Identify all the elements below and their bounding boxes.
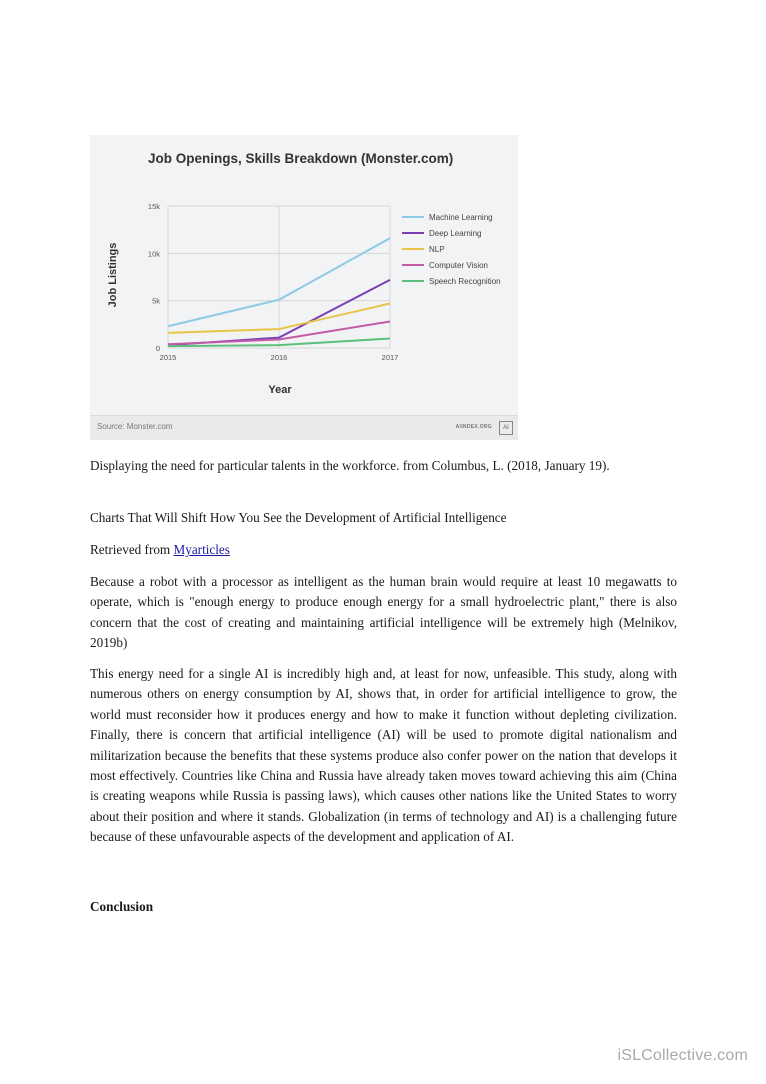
figure-caption: Displaying the need for particular talents in the workforce. from Columbus, L. (2018, January 19). [90, 458, 610, 473]
legend-label: Deep Learning [429, 229, 482, 238]
figure-footer [90, 415, 518, 440]
x-tick-label: 2016 [270, 353, 288, 362]
chart-title: Job Openings, Skills Breakdown (Monster.com) [148, 151, 454, 166]
legend-label: Machine Learning [429, 213, 493, 222]
retrieved-prefix: Retrieved from [90, 542, 174, 557]
legend [402, 213, 501, 286]
chart-figure [90, 135, 518, 440]
brand-logo-icon: AI [499, 421, 513, 435]
legend-label: Speech Recognition [429, 277, 501, 286]
y-tick-label: 15k [147, 202, 160, 211]
paragraph-1: Because a robot with a processor as intelligent as the human brain would require at least 10 megawatts to operate, which is "enough energy to produce enough energy for a small hydroelectric plant," there is also concern that the cost of creating and maintaining artificial intelligence will be extremely high (Melnikov, 2019b) [90, 574, 677, 651]
x-axis-label: Year [268, 384, 292, 396]
chart-source: Source: Monster.com [97, 422, 173, 431]
legend-label: NLP [429, 245, 445, 254]
y-tick-label: 0 [155, 344, 160, 353]
y-tick-label: 5k [152, 296, 160, 306]
article-title: Charts That Will Shift How You See the Development of Artificial Intelligence [90, 510, 507, 525]
paragraph-2: This energy need for a single AI is incredibly high and, at least for now, unfeasible. This study, along with numerous others on energy consumption by AI, shows that, in order for artificial intelligence to grow, the world must reconsider how it produces energy and how to make it function without depleting civilization. Finally, there is concern that artificial intelligence (AI) will be used to promote digital nationalism and militarization because the benefits that these systems produce also confer power on the nation that develops it most effectively. Countries like China and Russia have already taken moves toward achieving this aim (China is creating weapons while Russia is passing laws), which causes other nations like the United States to worry about their position and where it stands. Globalization (in terms of technology and AI) is a challenging future because of these unfavourable aspects of the development and application of AI. [90, 666, 677, 845]
watermark: iSLCollective.com [617, 1047, 748, 1064]
x-tick-label: 2017 [381, 353, 399, 362]
y-tick-label: 10k [147, 249, 160, 259]
y-axis-label: Job Listings [107, 242, 119, 308]
legend-label: Computer Vision [429, 261, 488, 270]
myarticles-link[interactable]: Myarticles [173, 542, 230, 557]
chart-brand: AIINDEX.ORG [455, 424, 492, 430]
x-tick-label: 2015 [159, 353, 177, 362]
line-chart [90, 135, 518, 415]
conclusion-heading: Conclusion [90, 899, 154, 914]
retrieved-line [90, 540, 677, 560]
